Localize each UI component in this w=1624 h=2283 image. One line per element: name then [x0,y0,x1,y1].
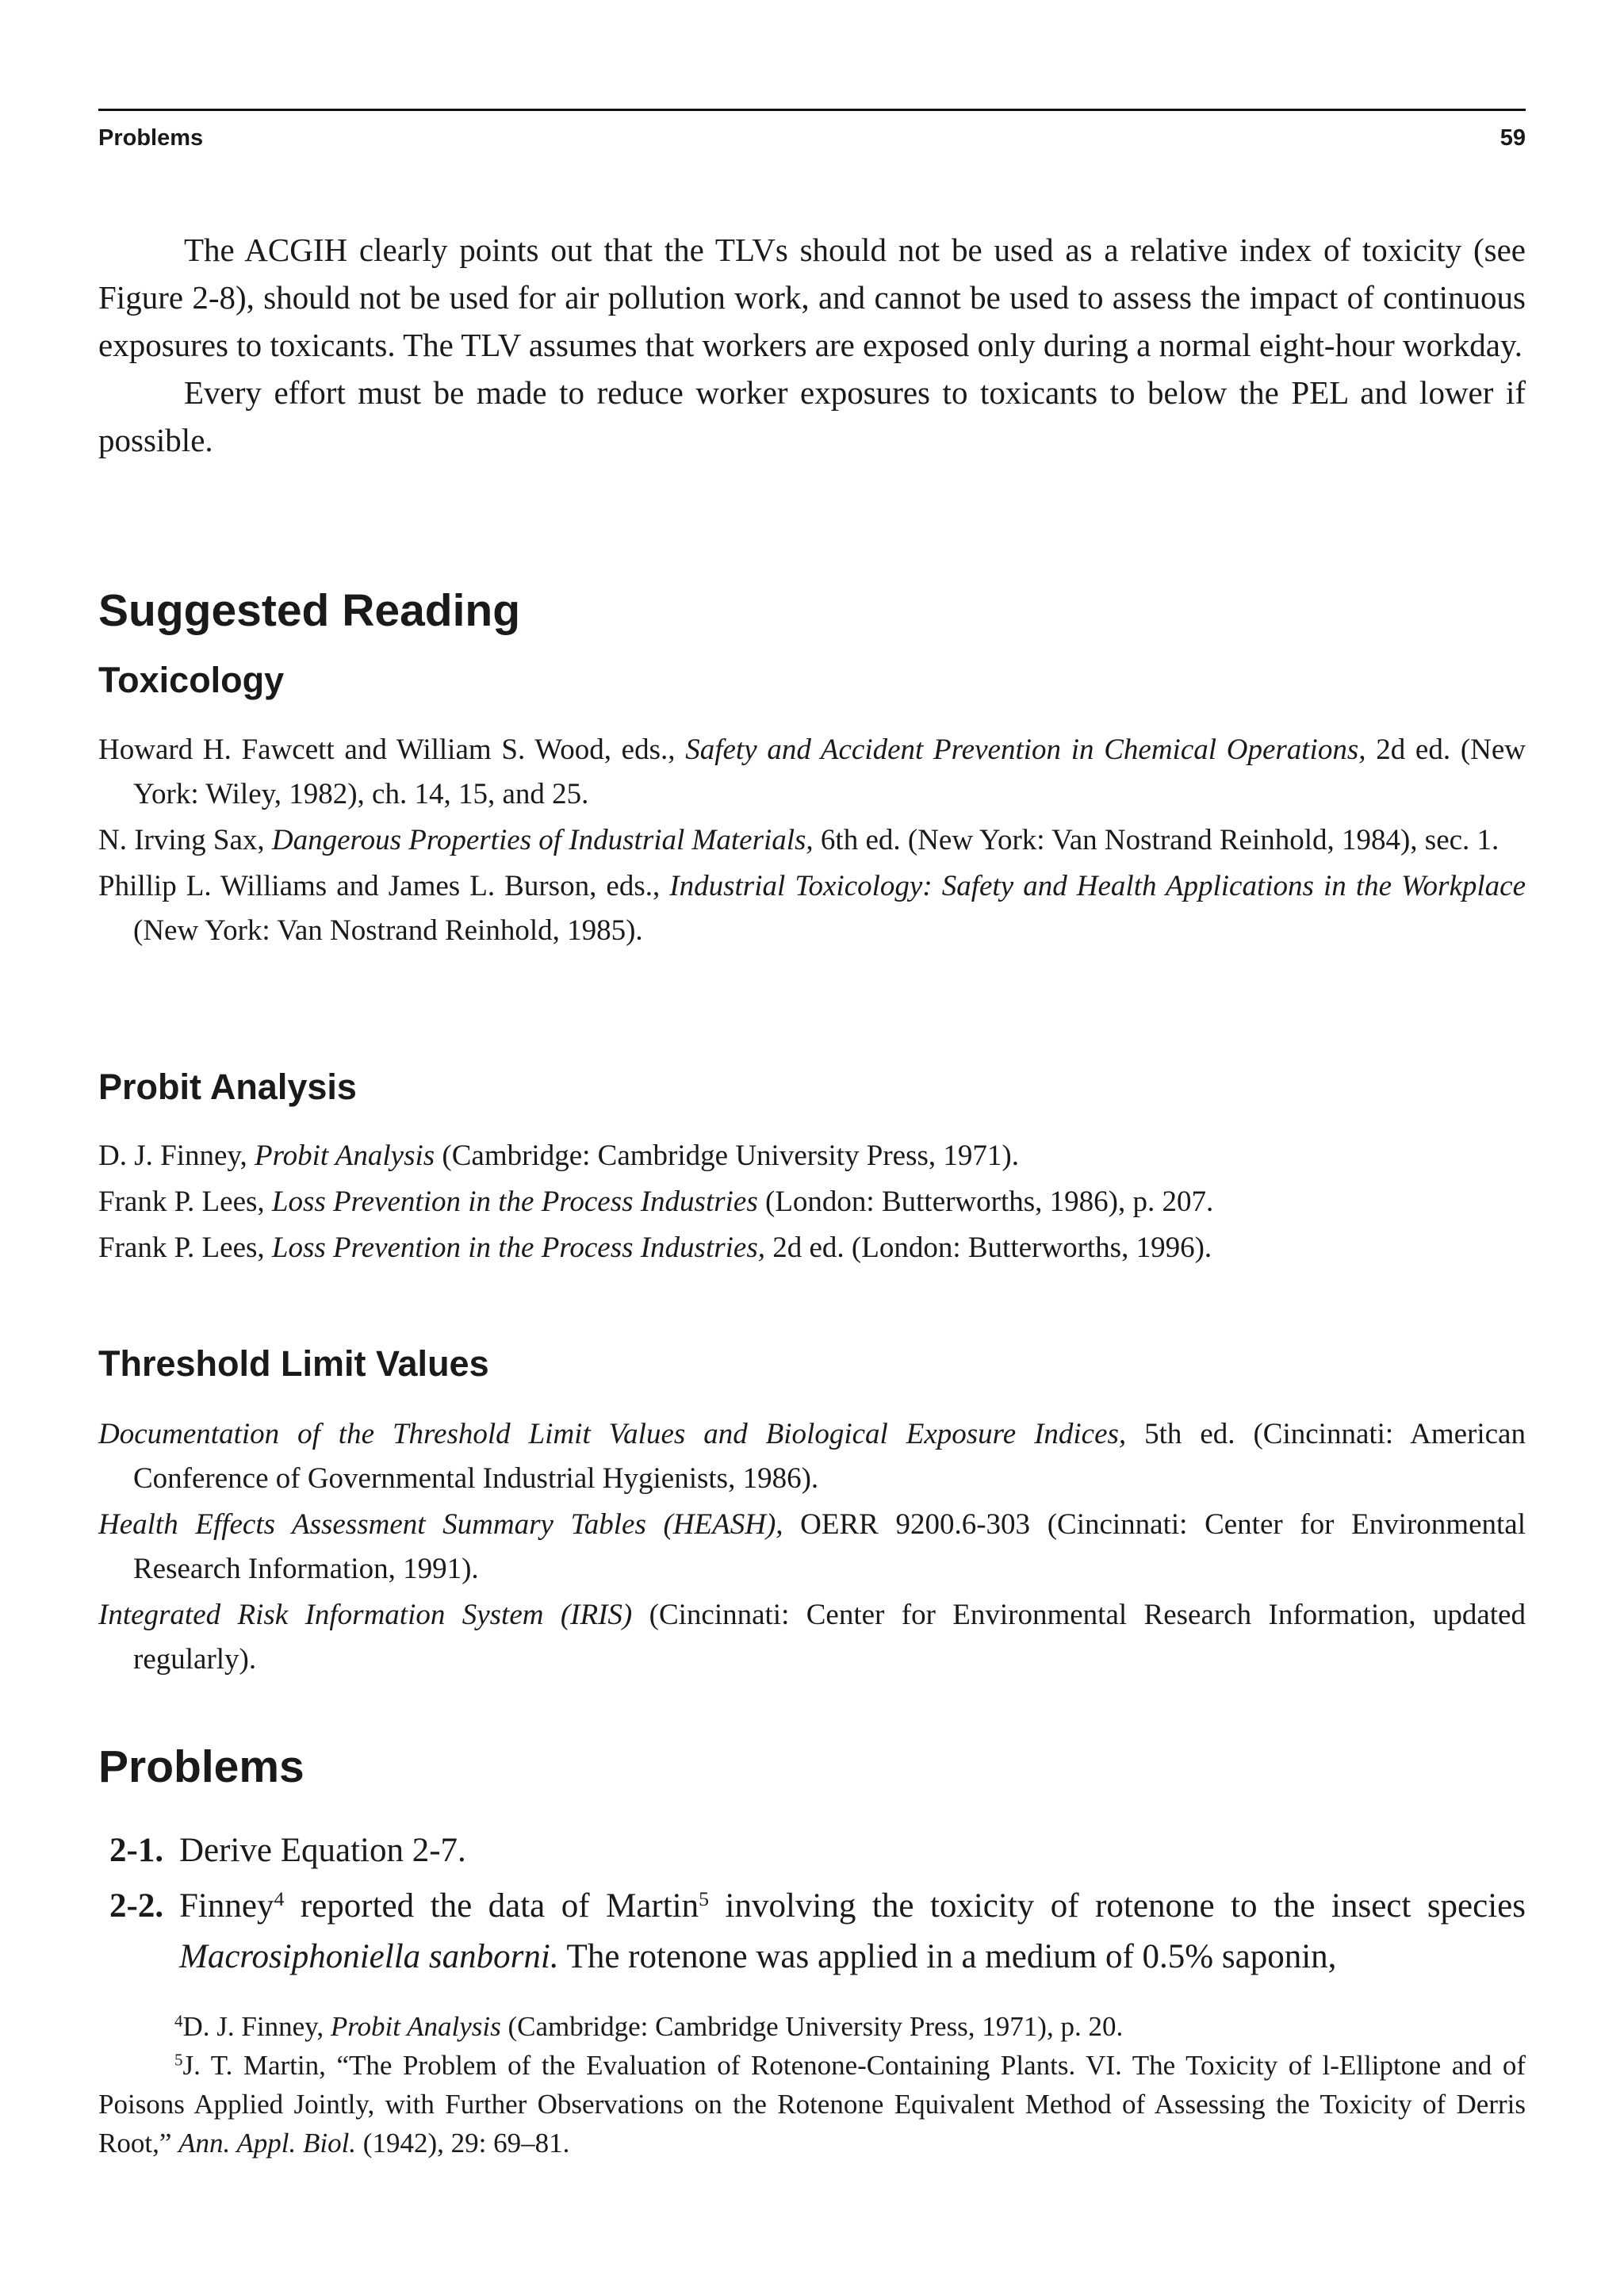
footnote-title: Ann. Appl. Biol. [178,2128,357,2159]
heading-suggested-reading: Suggested Reading [98,585,521,636]
reference-title: Probit Analysis [255,1140,435,1172]
intro-text [98,226,1526,464]
reference-entry: N. Irving Sax, Dangerous Properties of Industrial Materials, 6th ed. (New York: Van Nostrand Reinhold, 1984), sec. 1. [98,824,1500,856]
reference-title: Integrated Risk Information System (IRIS) [98,1599,633,1631]
footnote-mark: 5 [174,2050,183,2070]
problem-list [98,1825,1526,1987]
species-name: Macrosiphoniella sanborni. [179,1938,559,1975]
reference-title: Loss Prevention in the Process Industries, [271,1232,765,1264]
page-number: 59 [1500,125,1526,151]
reference-title: Industrial Toxicology: Safety and Health Applications in the Workplace [669,870,1526,902]
problem-item [98,1881,1526,1982]
reference-entry: D. J. Finney, Probit Analysis (Cambridge: Cambridge University Press, 1971). [98,1140,1019,1172]
reference-entry: Documentation of the Threshold Limit Values and Biological Exposure Indices, 5th ed. (Cincinnati: American Conference of Governmental Industrial Hygienists, 1986). [98,1418,1526,1495]
reference-entry: Phillip L. Williams and James L. Burson, eds., Industrial Toxicology: Safety and Health Applications in the Workplace (New York: Van Nostrand Reinhold, 1985). [98,870,1526,947]
toxicology-references [98,728,1526,955]
problem-number: 2-1. [109,1832,164,1869]
reference-title: Health Effects Assessment Summary Tables (HEASH), [98,1508,783,1541]
footnote: $^5$J. T. Martin, “The Problem of the Evaluation of Rotenone-Containing Plants. VI. The Toxicity of l-Elliptone and of Poisons Applied Jointly, with Further Observations on the Rotenone Equivalent Method of Assessing the Toxicity of Derris Root,” Ann. Appl. Biol. (1942), 29: 69–81. [98,2050,1526,2159]
intro-paragraph-1: The ACGIH clearly points out that the TLVs should not be used as a relative index of toxicity (see Figure 2-8), should not be used for air pollution work, and cannot be used to assess the impact of continuous exposures to toxicants. The TLV assumes that workers are exposed only during a normal eight-hour workday. [98,232,1526,363]
footnote-title: Probit Analysis [330,2011,501,2042]
reference-title: Safety and Accident Prevention in Chemical Operations, [685,734,1366,766]
footnote-ref: 4 [274,1887,285,1910]
reference-title: Documentation of the Threshold Limit Values and Biological Exposure Indices, [98,1418,1127,1450]
reference-entry: Frank P. Lees, Loss Prevention in the Process Industries, 2d ed. (London: Butterworths, 1996). [98,1232,1212,1264]
problem-text: Finney$^4$ reported the data of Martin$^5$ involving the toxicity of rotenone to the insect species Macrosiphoniella sanborni. The rotenone was applied in a medium of 0.5% saponin, [179,1887,1526,1975]
problem-item [98,1825,1526,1876]
intro-paragraph-2: Every effort must be made to reduce worker exposures to toxicants to below the PEL and lower if possible. [98,374,1526,458]
reference-entry: Health Effects Assessment Summary Tables (HEASH), OERR 9200.6-303 (Cincinnati: Center for Environmental Research Information, 1991). [98,1508,1526,1585]
heading-toxicology: Toxicology [98,660,285,700]
footnotes [98,2007,1526,2162]
reference-entry: Integrated Risk Information System (IRIS) (Cincinnati: Center for Environmental Research Information, updated regularly). [98,1599,1526,1676]
footnote-ref: 5 [699,1887,710,1910]
problem-number: 2-2. [109,1887,164,1925]
footnote-mark: 4 [174,2011,183,2031]
tlv-references [98,1412,1526,1684]
heading-problems: Problems [98,1741,304,1792]
reference-title: Dangerous Properties of Industrial Materials, [271,824,814,856]
probit-references [98,1134,1526,1272]
reference-entry: Howard H. Fawcett and William S. Wood, eds., Safety and Accident Prevention in Chemical Operations, 2d ed. (New York: Wiley, 1982), ch. 14, 15, and 25. [98,734,1526,810]
running-head [98,109,1526,151]
running-head-section: Problems [98,125,204,151]
reference-entry: Frank P. Lees, Loss Prevention in the Process Industries (London: Butterworths, 1986), p. 207. [98,1186,1214,1218]
reference-title: Loss Prevention in the Process Industries [271,1186,758,1218]
heading-probit-analysis: Probit Analysis [98,1067,357,1107]
footnote: $^4$D. J. Finney, Probit Analysis (Cambridge: Cambridge University Press, 1971), p. 20. [174,2011,1124,2042]
problem-text: Derive Equation 2-7. [179,1832,466,1869]
heading-threshold-limit-values: Threshold Limit Values [98,1343,489,1384]
